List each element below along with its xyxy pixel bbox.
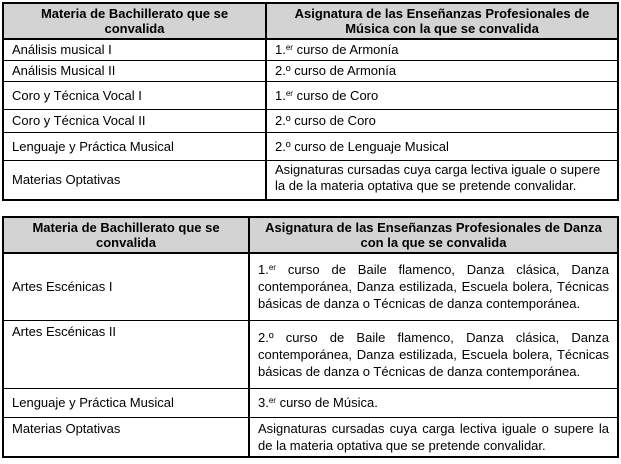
table-body-danza [3, 253, 618, 457]
convalidation-table-danza [2, 216, 619, 458]
materia-cell: Lenguaje y Práctica Musical [3, 133, 266, 161]
asignatura-cell [266, 161, 618, 201]
materia-cell: Lenguaje y Práctica Musical [3, 388, 249, 417]
table-row [3, 320, 618, 388]
asignatura-cell: 2.º curso de Armonía [266, 61, 618, 82]
materia-cell: Análisis musical I [3, 39, 266, 61]
ordinal-superscript: er [268, 396, 276, 405]
convalidation-table-musica [2, 2, 619, 201]
header-row [3, 217, 618, 253]
table-row [3, 253, 618, 320]
table-row [3, 110, 618, 133]
table-row [3, 39, 618, 61]
asignatura-cell: 1.$^{er}$ curso de Coro [266, 82, 618, 110]
header-row [3, 3, 618, 39]
clipped-text-region: Asignaturas cursadas cuya carga lectiva iguale o supere la de la materia optativa que se pretende convalidar. [275, 162, 608, 193]
table-body-musica [3, 39, 618, 200]
materia-cell: Coro y Técnica Vocal I [3, 82, 266, 110]
table-row [3, 61, 618, 82]
column-header-asignatura-musica: Asignatura de las Enseñanzas Profesionales de Música con la que se convalida [266, 3, 618, 39]
materia-cell: Artes Escénicas II [3, 320, 249, 388]
column-header-asignatura-danza: Asignatura de las Enseñanzas Profesionales de Danza con la que se convalida [249, 217, 618, 253]
materia-cell: Coro y Técnica Vocal II [3, 110, 266, 133]
column-header-materia-bachillerato: Materia de Bachillerato que se convalida [3, 3, 266, 39]
table-row [3, 82, 618, 110]
table-row [3, 161, 618, 201]
table-row [3, 417, 618, 457]
materia-cell: Análisis Musical II [3, 61, 266, 82]
table-row [3, 388, 618, 417]
materia-cell: Materias Optativas [3, 161, 266, 201]
ordinal-superscript: er [285, 43, 293, 52]
column-header-materia-bachillerato: Materia de Bachillerato que se convalida [3, 217, 249, 253]
asignatura-cell: Asignaturas cursadas cuya carga lectiva iguale o supere la de la materia optativa que se pretende convalidar. [249, 417, 618, 457]
ordinal-superscript: er [285, 88, 293, 98]
asignatura-cell: 2.º curso de Baile flamenco, Danza clásica, Danza contemporánea, Danza estilizada, Escuela bolera, Técnicas básicas de danza o Técnicas de danza contemporánea. [249, 320, 618, 388]
materia-cell: Artes Escénicas I [3, 253, 249, 320]
asignatura-cell: 1.$^{er}$ curso de Armonía [266, 39, 618, 61]
ordinal-superscript: er [268, 263, 276, 273]
table-row [3, 133, 618, 161]
materia-cell: Materias Optativas [3, 417, 249, 457]
asignatura-cell: 2.º curso de Lenguaje Musical [266, 133, 618, 161]
asignatura-cell: 3.$^{er}$ curso de Música. [249, 388, 618, 417]
asignatura-cell: 2.º curso de Coro [266, 110, 618, 133]
asignatura-cell: 1.$^{er}$ curso de Baile flamenco, Danza clásica, Danza contemporánea, Danza estilizada, Escuela bolera, Técnicas básicas de danza o Técnicas de danza contemporánea. [249, 253, 618, 320]
